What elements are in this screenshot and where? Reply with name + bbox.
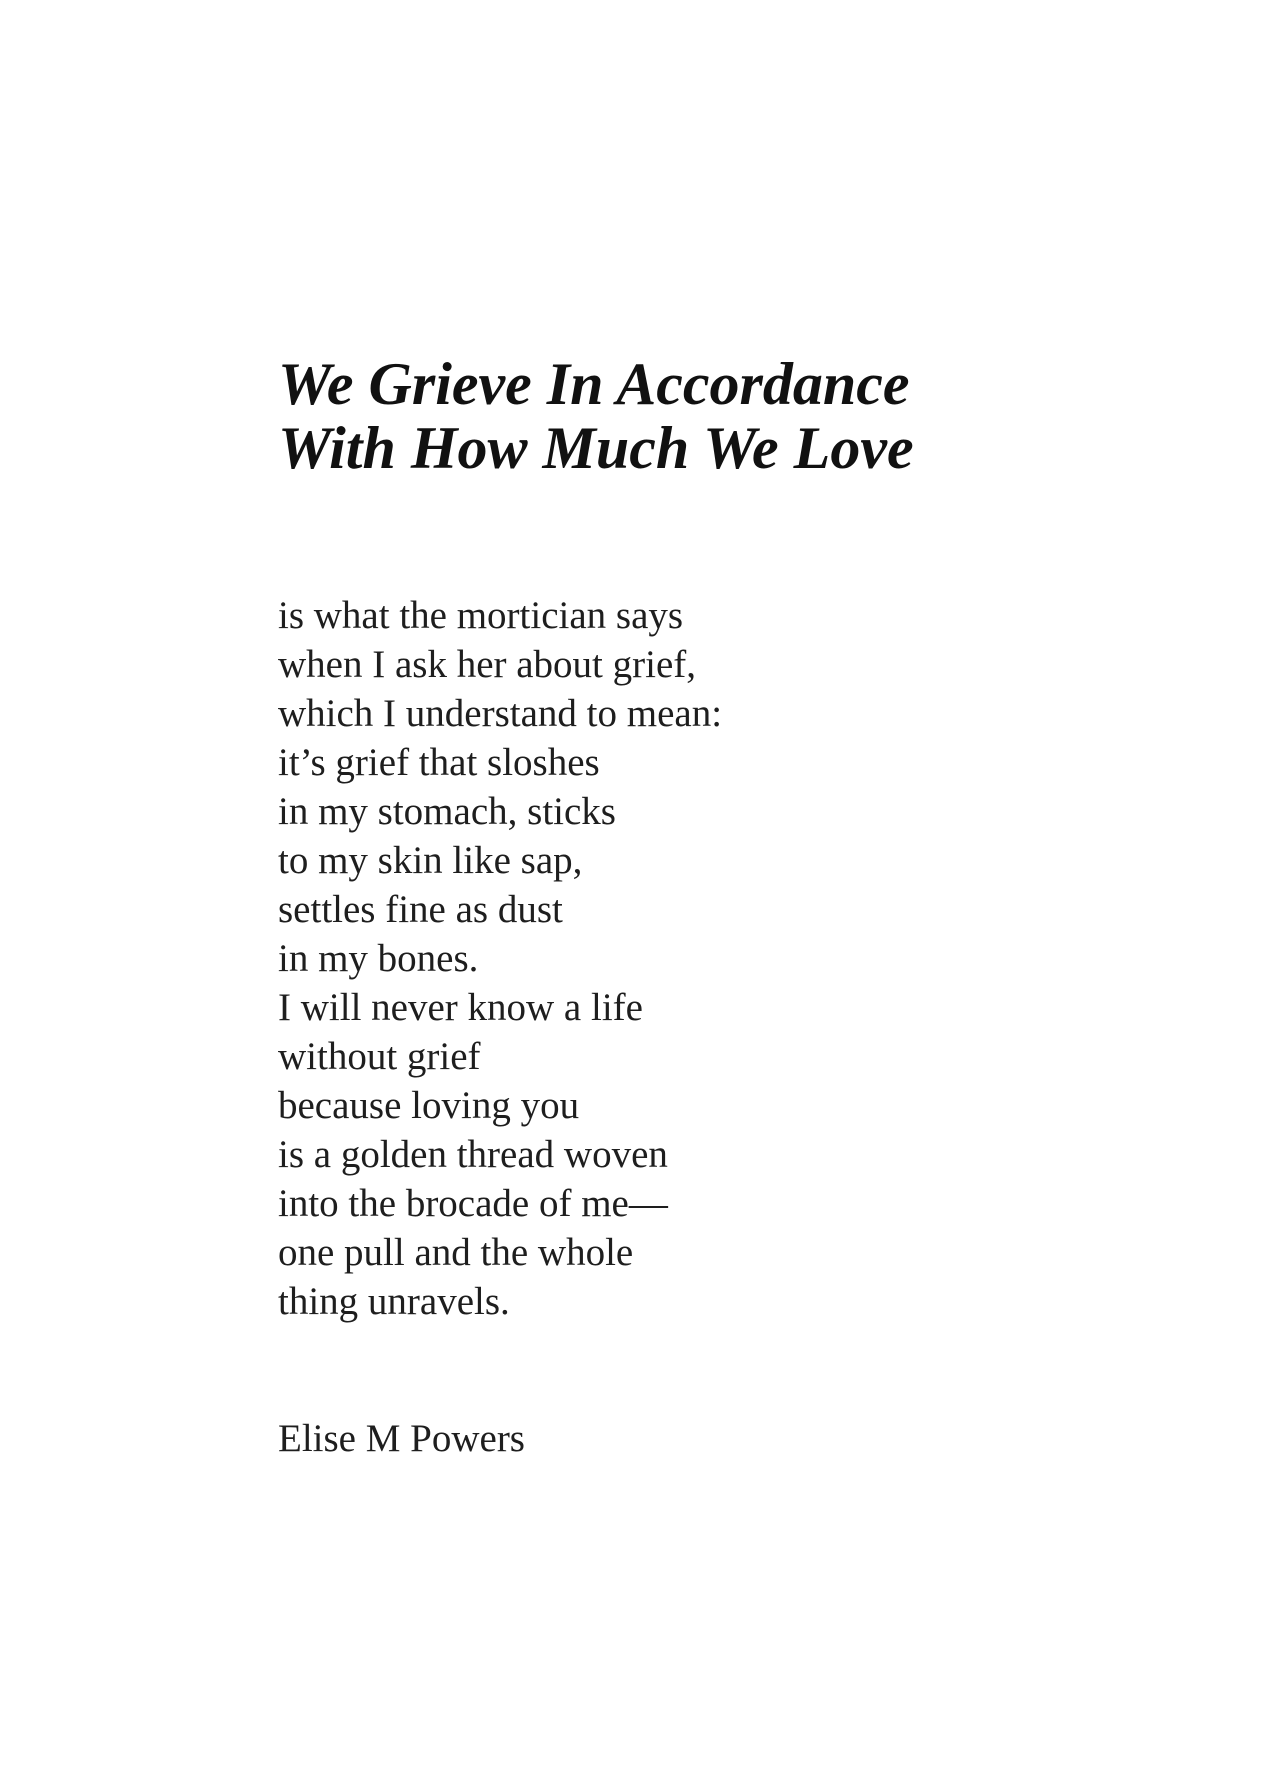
- poem-line: thing unravels.: [278, 1280, 510, 1323]
- poem-line: in my stomach, sticks: [278, 790, 616, 833]
- poem-line: into the brocade of me—: [278, 1182, 668, 1225]
- poem-line: to my skin like sap,: [278, 839, 583, 882]
- poem-line: in my bones.: [278, 937, 479, 980]
- poem-line: without grief: [278, 1035, 481, 1078]
- poem-line: which I understand to mean:: [278, 692, 723, 735]
- poem-line: one pull and the whole: [278, 1231, 634, 1274]
- poem-line: it’s grief that sloshes: [278, 741, 600, 784]
- poem-line: I will never know a life: [278, 986, 643, 1029]
- poem-author: Elise M Powers: [278, 1417, 525, 1460]
- poem-line: when I ask her about grief,: [278, 643, 697, 686]
- poem-line: is what the mortician says: [278, 594, 684, 637]
- poem-line: is a golden thread woven: [278, 1133, 668, 1176]
- poem-line: settles fine as dust: [278, 888, 563, 931]
- poem-title: [278, 352, 914, 480]
- poem-line: because loving you: [278, 1084, 580, 1127]
- poem-title-line: We Grieve In Accordance: [278, 351, 910, 417]
- poem-body: [278, 591, 722, 1326]
- poem-title-line: With How Much We Love: [278, 415, 914, 481]
